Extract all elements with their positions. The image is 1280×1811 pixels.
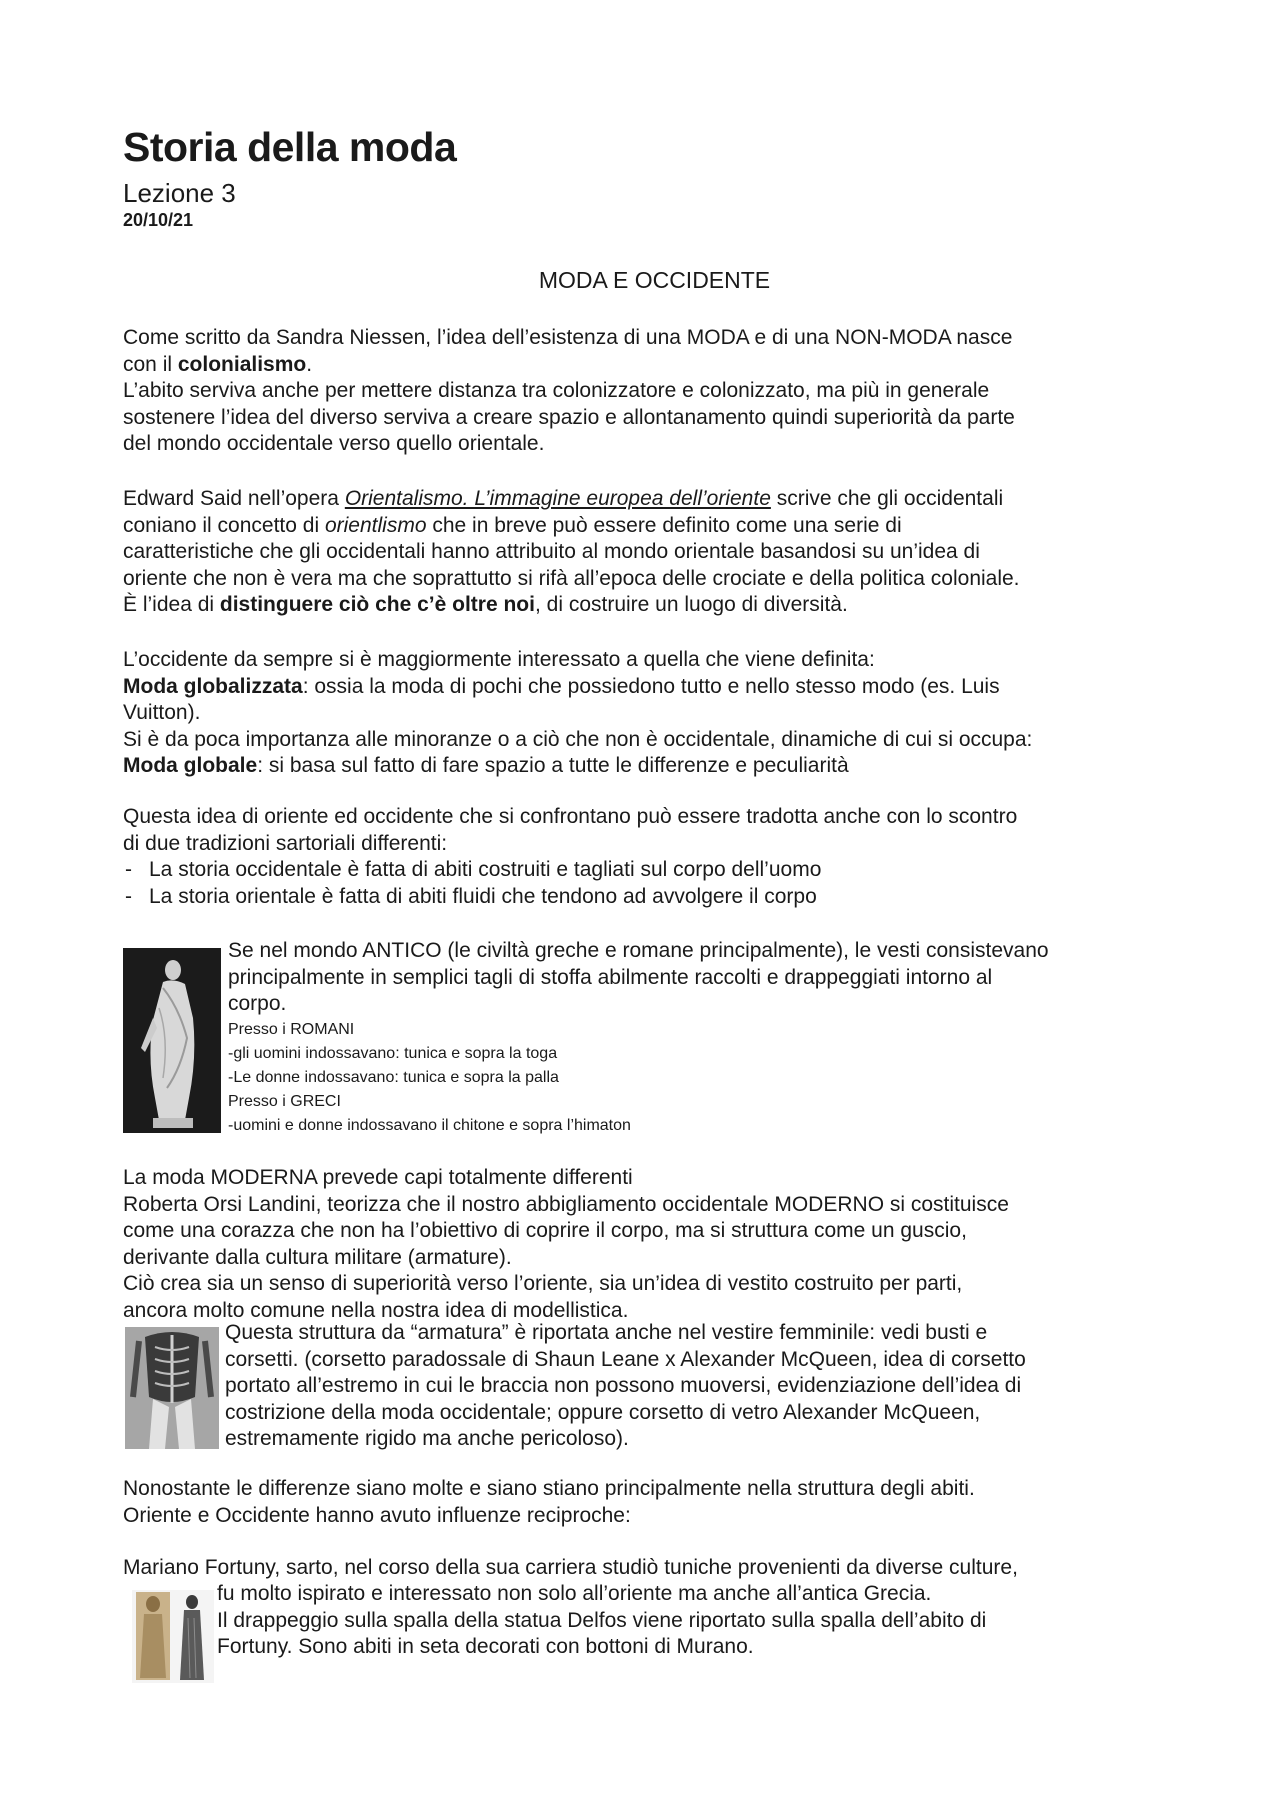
- text-line: La moda MODERNA prevede capi totalmente differenti: [123, 1166, 633, 1189]
- text-line: È l’idea di distinguere ciò che c’è oltre noi, di costruire un luogo di diversità.: [123, 593, 848, 616]
- text-line: Edward Said nell’opera Orientalismo. L’immagine europea dell’oriente scrive che gli occidentali: [123, 487, 1004, 510]
- text-line: oriente che non è vera ma che soprattutto si rifà all’epoca delle crociate e della politica coloniale.: [123, 566, 1020, 590]
- text-line: corpo.: [228, 992, 287, 1015]
- text-line: Questa struttura da “armatura” è riportata anche nel vestire femminile: vedi busti e: [225, 1321, 988, 1344]
- paragraph-corsetto: [225, 1320, 1168, 1453]
- statue-icon: [123, 948, 221, 1133]
- text-line: Ciò crea sia un senso di superiorità verso l’oriente, sia un’idea di vestito costruito per parti,: [123, 1272, 963, 1295]
- text-line: come una corazza che non ha l’obiettivo di coprire il corpo, ma si struttura come un guscio,: [123, 1219, 967, 1242]
- text-line: del mondo occidentale verso quello orientale.: [123, 432, 545, 455]
- text-line: con il colonialismo.: [123, 352, 313, 376]
- lesson-number: Lezione 3: [123, 178, 236, 208]
- list-item: - La storia orientale è fatta di abiti fluidi che tendono ad avvolgere il corpo: [123, 884, 1168, 911]
- text-line: -gli uomini indossavano: tunica e sopra la toga: [228, 1044, 558, 1062]
- lesson-date: 20/10/21: [123, 210, 194, 230]
- document-title: Storia della moda: [123, 124, 457, 170]
- text-line: L’occidente da sempre si è maggiormente interessato a quella che viene definita:: [123, 648, 875, 671]
- corset-image: [125, 1327, 219, 1449]
- text-line: Mariano Fortuny, sarto, nel corso della sua carriera studiò tuniche provenienti da diverse culture,: [123, 1556, 1018, 1579]
- paragraph-tradizioni: [123, 804, 1168, 910]
- text-line: principalmente in semplici tagli di stoffa abilmente raccolti e drappeggiati intorno al: [228, 965, 993, 989]
- text-line: Presso i GRECI: [228, 1092, 341, 1110]
- section-title: MODA E OCCIDENTE: [538, 267, 771, 293]
- text-line: coniano il concetto di orientlismo che in breve può essere definito come una serie di: [123, 513, 902, 537]
- text-line: caratteristiche che gli occidentali hanno attribuito al mondo orientale basandosi su un’idea di: [123, 540, 980, 563]
- paragraph-moderna: [123, 1165, 1168, 1324]
- text-line: L’abito serviva anche per mettere distanza tra colonizzatore e colonizzato, ma più in generale: [123, 379, 990, 402]
- paragraph-influenze: [123, 1476, 1168, 1529]
- paragraph-orientalismo: [123, 486, 1168, 619]
- text-line: Fortuny. Sono abiti in seta decorati con bottoni di Murano.: [217, 1635, 754, 1658]
- text-line: Vuitton).: [123, 701, 201, 724]
- text-line: corsetti. (corsetto paradossale di Shaun Leane x Alexander McQueen, idea di corsetto: [225, 1347, 1026, 1371]
- text-line: estremamente rigido ma anche pericoloso).: [225, 1427, 629, 1450]
- text-line: Presso i ROMANI: [228, 1020, 355, 1038]
- paragraph-fortuny-intro: [123, 1555, 1168, 1582]
- text-line: Nonostante le differenze siano molte e siano stiano principalmente nella struttura degli abiti.: [123, 1477, 975, 1500]
- text-line: ancora molto comune nella nostra idea di modellistica.: [123, 1298, 629, 1322]
- text-line: fu molto ispirato e interessato non solo all’oriente ma anche all’antica Grecia.: [217, 1582, 932, 1605]
- text-line: Si è da poca importanza alle minoranze o a ciò che non è occidentale, dinamiche di cui si occupa:: [123, 727, 1033, 751]
- text-line: costrizione della moda occidentale; oppure corsetto di vetro Alexander McQueen,: [225, 1400, 981, 1424]
- text-line: sostenere l’idea del diverso serviva a creare spazio e allontanamento quindi superiorità da parte: [123, 405, 1015, 429]
- paragraph-moda-globale: [123, 647, 1168, 780]
- book-title-link[interactable]: Orientalismo. L’immagine europea dell’oriente: [344, 487, 771, 510]
- text-line: Come scritto da Sandra Niessen, l’idea dell’esistenza di una MODA e di una NON-MODA nasce: [123, 326, 1013, 349]
- text-line: Oriente e Occidente hanno avuto influenze reciproche:: [123, 1503, 631, 1527]
- text-line: Moda globalizzata: ossia la moda di pochi che possiedono tutto e nello stesso modo (es. Luis: [123, 674, 1000, 698]
- text-line: -Le donne indossavano: tunica e sopra la palla: [228, 1068, 559, 1086]
- text-line: Roberta Orsi Landini, teorizza che il nostro abbigliamento occidentale MODERNO si costituisce: [123, 1192, 1009, 1216]
- text-line: Moda globale: si basa sul fatto di fare spazio a tutte le differenze e peculiarità: [123, 754, 849, 777]
- text-line: Il drappeggio sulla spalla della statua Delfos viene riportato sulla spalla dell’abito di: [217, 1608, 987, 1632]
- text-line: portato all’estremo in cui le braccia non possono muoversi, evidenziazione dell’idea di: [225, 1374, 1022, 1397]
- text-line: derivante dalla cultura militare (armature).: [123, 1245, 512, 1269]
- paragraph-fortuny: [217, 1581, 1168, 1661]
- list-item: - La storia occidentale è fatta di abiti costruiti e tagliati sul corpo dell’uomo: [123, 857, 1168, 884]
- text-line: Se nel mondo ANTICO (le civiltà greche e romane principalmente), le vesti consistevano: [228, 939, 1049, 962]
- fortuny-dress-image: [132, 1590, 214, 1683]
- paragraph-antico: [228, 938, 1168, 1138]
- text-line: di due tradizioni sartoriali differenti:: [123, 831, 448, 855]
- text-line: Questa idea di oriente ed occidente che si confrontano può essere tradotta anche con lo scontro: [123, 805, 1018, 828]
- corset-icon: [125, 1327, 219, 1449]
- paragraph-colonialismo: [123, 325, 1168, 458]
- dress-icon: [132, 1590, 214, 1683]
- roman-statue-image: [123, 948, 221, 1133]
- dash-list: [123, 857, 1168, 910]
- text-line: -uomini e donne indossavano il chitone e sopra l’himaton: [228, 1116, 631, 1134]
